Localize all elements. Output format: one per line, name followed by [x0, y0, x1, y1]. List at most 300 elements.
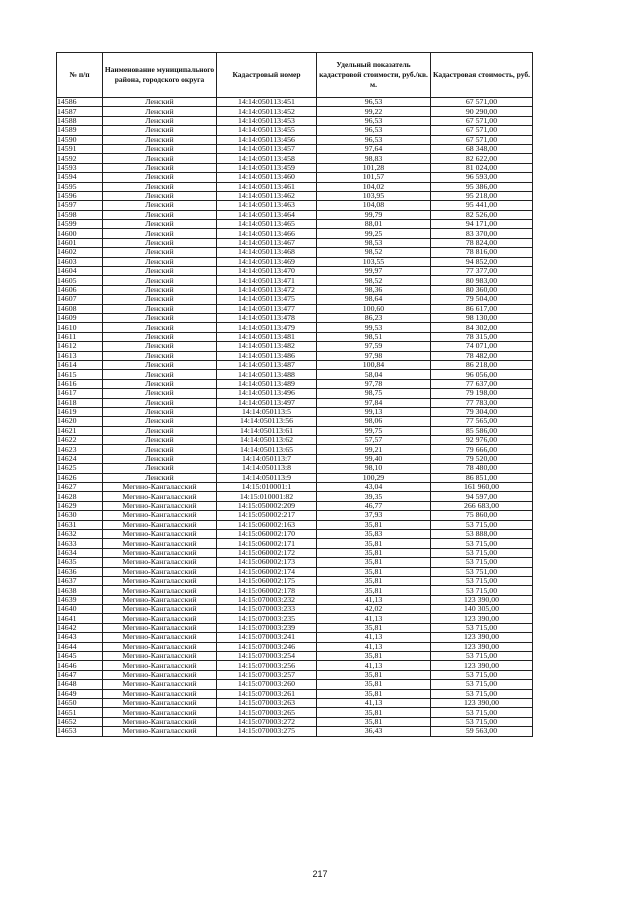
cadastral-number: 14:15:060002:174: [217, 567, 317, 576]
district-name: Ленский: [103, 248, 217, 257]
row-number: 14604: [57, 267, 103, 276]
table-header-row: [57, 53, 533, 98]
cadastral-cost: 77 637,00: [431, 379, 533, 388]
table-row: [57, 144, 533, 153]
district-name: Ленский: [103, 116, 217, 125]
specific-indicator: 35,81: [317, 689, 431, 698]
cadastral-cost: 94 171,00: [431, 220, 533, 229]
district-name: Ленский: [103, 229, 217, 238]
district-name: Мегино-Кангаласский: [103, 642, 217, 651]
cadastral-number: 14:14:050113:464: [217, 210, 317, 219]
specific-indicator: 35,81: [317, 680, 431, 689]
specific-indicator: 97,59: [317, 342, 431, 351]
district-name: Ленский: [103, 342, 217, 351]
district-name: Ленский: [103, 332, 217, 341]
row-number: 14603: [57, 257, 103, 266]
district-name: Ленский: [103, 407, 217, 416]
specific-indicator: 101,28: [317, 163, 431, 172]
table-row: [57, 520, 533, 529]
row-number: 14588: [57, 116, 103, 125]
table-row: [57, 454, 533, 463]
page-number: 217: [312, 869, 328, 879]
cadastral-cost: 123 390,00: [431, 699, 533, 708]
specific-indicator: 35,81: [317, 623, 431, 632]
table-row: [57, 642, 533, 651]
cadastral-number: 14:14:050113:456: [217, 135, 317, 144]
cadastral-cost: 79 504,00: [431, 295, 533, 304]
table-row: [57, 238, 533, 247]
cadastral-cost: 95 441,00: [431, 201, 533, 210]
row-number: 14596: [57, 191, 103, 200]
table-row: [57, 257, 533, 266]
district-name: Ленский: [103, 163, 217, 172]
district-name: Ленский: [103, 210, 217, 219]
cadastral-cost: 68 348,00: [431, 144, 533, 153]
row-number: 14650: [57, 699, 103, 708]
specific-indicator: 35,81: [317, 586, 431, 595]
cadastral-number: 14:15:070003:275: [217, 727, 317, 736]
cadastral-number: 14:14:050113:460: [217, 173, 317, 182]
specific-indicator: 103,55: [317, 257, 431, 266]
cadastral-cost: 80 360,00: [431, 285, 533, 294]
row-number: 14613: [57, 351, 103, 360]
cadastral-value-table: [56, 52, 533, 737]
specific-indicator: 98,10: [317, 464, 431, 473]
table-row: [57, 661, 533, 670]
table-row: [57, 623, 533, 632]
specific-indicator: 99,25: [317, 229, 431, 238]
row-number: 14626: [57, 473, 103, 482]
table-row: [57, 539, 533, 548]
district-name: Ленский: [103, 398, 217, 407]
table-row: [57, 473, 533, 482]
cadastral-number: 14:14:050113:478: [217, 313, 317, 322]
district-name: Ленский: [103, 144, 217, 153]
specific-indicator: 35,81: [317, 652, 431, 661]
district-name: Мегино-Кангаласский: [103, 699, 217, 708]
specific-indicator: 41,13: [317, 633, 431, 642]
row-number: 14631: [57, 520, 103, 529]
table-row: [57, 360, 533, 369]
cadastral-cost: 95 386,00: [431, 182, 533, 191]
district-name: Ленский: [103, 276, 217, 285]
cadastral-cost: 78 480,00: [431, 464, 533, 473]
cadastral-number: 14:15:070003:233: [217, 605, 317, 614]
district-name: Ленский: [103, 107, 217, 116]
cadastral-cost: 77 377,00: [431, 267, 533, 276]
table-row: [57, 483, 533, 492]
row-number: 14599: [57, 220, 103, 229]
specific-indicator: 35,81: [317, 670, 431, 679]
col-header-specific-indicator: Удельный показатель кадастровой стоимости, руб./кв. м.: [317, 53, 431, 98]
table-row: [57, 567, 533, 576]
cadastral-number: 14:15:070003:260: [217, 680, 317, 689]
cadastral-cost: 67 571,00: [431, 116, 533, 125]
district-name: Ленский: [103, 370, 217, 379]
specific-indicator: 41,13: [317, 661, 431, 670]
table-row: [57, 464, 533, 473]
row-number: 14607: [57, 295, 103, 304]
table-body: [57, 98, 533, 737]
table-row: [57, 708, 533, 717]
table-row: [57, 220, 533, 229]
district-name: Ленский: [103, 464, 217, 473]
row-number: 14644: [57, 642, 103, 651]
cadastral-cost: 53 715,00: [431, 520, 533, 529]
specific-indicator: 97,98: [317, 351, 431, 360]
district-name: Ленский: [103, 445, 217, 454]
cadastral-number: 14:15:070003:256: [217, 661, 317, 670]
cadastral-number: 14:14:050113:65: [217, 445, 317, 454]
cadastral-cost: 67 571,00: [431, 135, 533, 144]
cadastral-number: 14:14:050113:8: [217, 464, 317, 473]
cadastral-number: 14:14:050113:455: [217, 126, 317, 135]
cadastral-cost: 96 056,00: [431, 370, 533, 379]
specific-indicator: 96,53: [317, 135, 431, 144]
col-header-cadastral-cost: Кадастровая стоимость, руб.: [431, 53, 533, 98]
specific-indicator: 39,35: [317, 492, 431, 501]
table-row: [57, 342, 533, 351]
table-row: [57, 370, 533, 379]
row-number: 14615: [57, 370, 103, 379]
cadastral-number: 14:14:050113:62: [217, 436, 317, 445]
table-row: [57, 229, 533, 238]
specific-indicator: 101,57: [317, 173, 431, 182]
cadastral-number: 14:14:050113:453: [217, 116, 317, 125]
cadastral-cost: 83 370,00: [431, 229, 533, 238]
cadastral-cost: 123 390,00: [431, 661, 533, 670]
table-row: [57, 276, 533, 285]
table-row: [57, 586, 533, 595]
district-name: Мегино-Кангаласский: [103, 689, 217, 698]
cadastral-cost: 53 715,00: [431, 652, 533, 661]
row-number: 14640: [57, 605, 103, 614]
specific-indicator: 98,36: [317, 285, 431, 294]
specific-indicator: 41,13: [317, 699, 431, 708]
cadastral-cost: 90 290,00: [431, 107, 533, 116]
table-row: [57, 595, 533, 604]
table-row: [57, 304, 533, 313]
table-row: [57, 529, 533, 538]
specific-indicator: 98,06: [317, 417, 431, 426]
specific-indicator: 42,02: [317, 605, 431, 614]
cadastral-number: 14:14:050113:479: [217, 323, 317, 332]
cadastral-cost: 67 571,00: [431, 126, 533, 135]
specific-indicator: 104,08: [317, 201, 431, 210]
row-number: 14623: [57, 445, 103, 454]
table-row: [57, 285, 533, 294]
cadastral-number: 14:15:060002:178: [217, 586, 317, 595]
cadastral-number: 14:14:050113:467: [217, 238, 317, 247]
district-name: Ленский: [103, 436, 217, 445]
cadastral-number: 14:15:070003:272: [217, 717, 317, 726]
row-number: 14652: [57, 717, 103, 726]
cadastral-number: 14:14:050113:7: [217, 454, 317, 463]
row-number: 14594: [57, 173, 103, 182]
cadastral-number: 14:14:050113:487: [217, 360, 317, 369]
row-number: 14620: [57, 417, 103, 426]
table-row: [57, 426, 533, 435]
district-name: Ленский: [103, 379, 217, 388]
cadastral-number: 14:14:050113:5: [217, 407, 317, 416]
col-header-number: № п/п: [57, 53, 103, 98]
row-number: 14645: [57, 652, 103, 661]
table-row: [57, 182, 533, 191]
specific-indicator: 98,51: [317, 332, 431, 341]
table-row: [57, 191, 533, 200]
row-number: 14641: [57, 614, 103, 623]
cadastral-number: 14:14:050113:9: [217, 473, 317, 482]
table-row: [57, 717, 533, 726]
cadastral-cost: 94 597,00: [431, 492, 533, 501]
table-row: [57, 492, 533, 501]
specific-indicator: 35,81: [317, 539, 431, 548]
table-row: [57, 313, 533, 322]
specific-indicator: 35,81: [317, 558, 431, 567]
cadastral-cost: 81 024,00: [431, 163, 533, 172]
district-name: Ленский: [103, 98, 217, 107]
row-number: 14629: [57, 501, 103, 510]
cadastral-number: 14:14:050113:489: [217, 379, 317, 388]
cadastral-cost: 74 071,00: [431, 342, 533, 351]
cadastral-cost: 92 976,00: [431, 436, 533, 445]
row-number: 14647: [57, 670, 103, 679]
cadastral-number: 14:14:050113:459: [217, 163, 317, 172]
specific-indicator: 99,53: [317, 323, 431, 332]
district-name: Мегино-Кангаласский: [103, 558, 217, 567]
table-row: [57, 248, 533, 257]
cadastral-number: 14:14:050113:462: [217, 191, 317, 200]
table-row: [57, 126, 533, 135]
district-name: Мегино-Кангаласский: [103, 539, 217, 548]
row-number: 14636: [57, 567, 103, 576]
table-row: [57, 107, 533, 116]
specific-indicator: 96,53: [317, 126, 431, 135]
table-row: [57, 605, 533, 614]
district-name: Ленский: [103, 313, 217, 322]
row-number: 14592: [57, 154, 103, 163]
district-name: Мегино-Кангаласский: [103, 586, 217, 595]
cadastral-cost: 53 715,00: [431, 539, 533, 548]
specific-indicator: 104,02: [317, 182, 431, 191]
specific-indicator: 96,53: [317, 98, 431, 107]
cadastral-cost: 79 304,00: [431, 407, 533, 416]
specific-indicator: 98,53: [317, 238, 431, 247]
row-number: 14618: [57, 398, 103, 407]
district-name: Ленский: [103, 182, 217, 191]
specific-indicator: 88,01: [317, 220, 431, 229]
cadastral-number: 14:15:050002:209: [217, 501, 317, 510]
row-number: 14628: [57, 492, 103, 501]
row-number: 14608: [57, 304, 103, 313]
specific-indicator: 99,22: [317, 107, 431, 116]
cadastral-number: 14:14:050113:477: [217, 304, 317, 313]
district-name: Мегино-Кангаласский: [103, 576, 217, 585]
district-name: Ленский: [103, 454, 217, 463]
table-row: [57, 417, 533, 426]
cadastral-number: 14:14:050113:451: [217, 98, 317, 107]
specific-indicator: 97,84: [317, 398, 431, 407]
cadastral-number: 14:15:070003:232: [217, 595, 317, 604]
row-number: 14589: [57, 126, 103, 135]
cadastral-cost: 85 586,00: [431, 426, 533, 435]
specific-indicator: 96,53: [317, 116, 431, 125]
table-row: [57, 670, 533, 679]
row-number: 14605: [57, 276, 103, 285]
cadastral-number: 14:15:010001:82: [217, 492, 317, 501]
specific-indicator: 100,29: [317, 473, 431, 482]
district-name: Мегино-Кангаласский: [103, 529, 217, 538]
table-row: [57, 407, 533, 416]
cadastral-cost: 98 130,00: [431, 313, 533, 322]
cadastral-cost: 123 390,00: [431, 614, 533, 623]
cadastral-cost: 53 715,00: [431, 576, 533, 585]
district-name: Ленский: [103, 267, 217, 276]
specific-indicator: 99,75: [317, 426, 431, 435]
col-header-cadastral-number: Кадастровый номер: [217, 53, 317, 98]
specific-indicator: 35,81: [317, 548, 431, 557]
cadastral-cost: 53 888,00: [431, 529, 533, 538]
table-row: [57, 323, 533, 332]
row-number: 14651: [57, 708, 103, 717]
cadastral-number: 14:14:050113:465: [217, 220, 317, 229]
district-name: Ленский: [103, 220, 217, 229]
table-row: [57, 135, 533, 144]
district-name: Мегино-Кангаласский: [103, 548, 217, 557]
cadastral-cost: 79 520,00: [431, 454, 533, 463]
cadastral-cost: 53 715,00: [431, 548, 533, 557]
row-number: 14617: [57, 389, 103, 398]
row-number: 14586: [57, 98, 103, 107]
table-row: [57, 332, 533, 341]
district-name: Мегино-Кангаласский: [103, 670, 217, 679]
cadastral-cost: 53 715,00: [431, 558, 533, 567]
cadastral-number: 14:15:060002:175: [217, 576, 317, 585]
cadastral-number: 14:14:050113:472: [217, 285, 317, 294]
cadastral-cost: 82 622,00: [431, 154, 533, 163]
row-number: 14610: [57, 323, 103, 332]
cadastral-cost: 86 851,00: [431, 473, 533, 482]
cadastral-cost: 123 390,00: [431, 633, 533, 642]
specific-indicator: 98,64: [317, 295, 431, 304]
cadastral-number: 14:14:050113:470: [217, 267, 317, 276]
row-number: 14633: [57, 539, 103, 548]
district-name: Мегино-Кангаласский: [103, 511, 217, 520]
district-name: Ленский: [103, 238, 217, 247]
cadastral-number: 14:15:070003:261: [217, 689, 317, 698]
specific-indicator: 35,81: [317, 717, 431, 726]
row-number: 14587: [57, 107, 103, 116]
cadastral-number: 14:15:010001:1: [217, 483, 317, 492]
district-name: Мегино-Кангаласский: [103, 661, 217, 670]
specific-indicator: 99,21: [317, 445, 431, 454]
cadastral-number: 14:14:050113:56: [217, 417, 317, 426]
specific-indicator: 35,81: [317, 567, 431, 576]
cadastral-cost: 161 960,00: [431, 483, 533, 492]
cadastral-cost: 78 315,00: [431, 332, 533, 341]
cadastral-number: 14:15:070003:246: [217, 642, 317, 651]
cadastral-number: 14:15:060002:172: [217, 548, 317, 557]
district-name: Ленский: [103, 126, 217, 135]
cadastral-cost: 59 563,00: [431, 727, 533, 736]
row-number: 14609: [57, 313, 103, 322]
table-row: [57, 614, 533, 623]
cadastral-number: 14:14:050113:458: [217, 154, 317, 163]
row-number: 14622: [57, 436, 103, 445]
row-number: 14649: [57, 689, 103, 698]
row-number: 14632: [57, 529, 103, 538]
district-name: Мегино-Кангаласский: [103, 595, 217, 604]
specific-indicator: 37,93: [317, 511, 431, 520]
cadastral-number: 14:14:050113:452: [217, 107, 317, 116]
district-name: Мегино-Кангаласский: [103, 652, 217, 661]
cadastral-cost: 78 816,00: [431, 248, 533, 257]
cadastral-number: 14:15:060002:171: [217, 539, 317, 548]
cadastral-number: 14:15:060002:173: [217, 558, 317, 567]
district-name: Ленский: [103, 257, 217, 266]
cadastral-cost: 80 983,00: [431, 276, 533, 285]
table-row: [57, 652, 533, 661]
table-row: [57, 501, 533, 510]
cadastral-cost: 84 302,00: [431, 323, 533, 332]
row-number: 14653: [57, 727, 103, 736]
cadastral-number: 14:14:050113:457: [217, 144, 317, 153]
specific-indicator: 41,13: [317, 595, 431, 604]
cadastral-number: 14:15:070003:263: [217, 699, 317, 708]
district-name: Ленский: [103, 135, 217, 144]
district-name: Мегино-Кангаласский: [103, 727, 217, 736]
row-number: 14597: [57, 201, 103, 210]
row-number: 14619: [57, 407, 103, 416]
cadastral-cost: 123 390,00: [431, 595, 533, 604]
table-row: [57, 163, 533, 172]
cadastral-number: 14:15:060002:170: [217, 529, 317, 538]
cadastral-cost: 77 565,00: [431, 417, 533, 426]
cadastral-cost: 53 715,00: [431, 680, 533, 689]
row-number: 14637: [57, 576, 103, 585]
cadastral-number: 14:15:070003:265: [217, 708, 317, 717]
district-name: Мегино-Кангаласский: [103, 633, 217, 642]
cadastral-number: 14:14:050113:481: [217, 332, 317, 341]
specific-indicator: 99,40: [317, 454, 431, 463]
cadastral-cost: 53 715,00: [431, 717, 533, 726]
col-header-district: Наименование муниципального района, городского округа: [103, 53, 217, 98]
district-name: Ленский: [103, 154, 217, 163]
specific-indicator: 57,57: [317, 436, 431, 445]
table-row: [57, 576, 533, 585]
table-row: [57, 210, 533, 219]
specific-indicator: 98,75: [317, 389, 431, 398]
cadastral-number: 14:14:050113:468: [217, 248, 317, 257]
table-row: [57, 445, 533, 454]
row-number: 14621: [57, 426, 103, 435]
district-name: Мегино-Кангаласский: [103, 520, 217, 529]
cadastral-number: 14:14:050113:475: [217, 295, 317, 304]
district-name: Мегино-Кангаласский: [103, 623, 217, 632]
table-row: [57, 727, 533, 736]
district-name: Ленский: [103, 295, 217, 304]
row-number: 14648: [57, 680, 103, 689]
table-row: [57, 680, 533, 689]
row-number: 14630: [57, 511, 103, 520]
table-row: [57, 511, 533, 520]
row-number: 14643: [57, 633, 103, 642]
row-number: 14614: [57, 360, 103, 369]
specific-indicator: 97,64: [317, 144, 431, 153]
district-name: Мегино-Кангаласский: [103, 708, 217, 717]
specific-indicator: 46,77: [317, 501, 431, 510]
district-name: Мегино-Кангаласский: [103, 717, 217, 726]
